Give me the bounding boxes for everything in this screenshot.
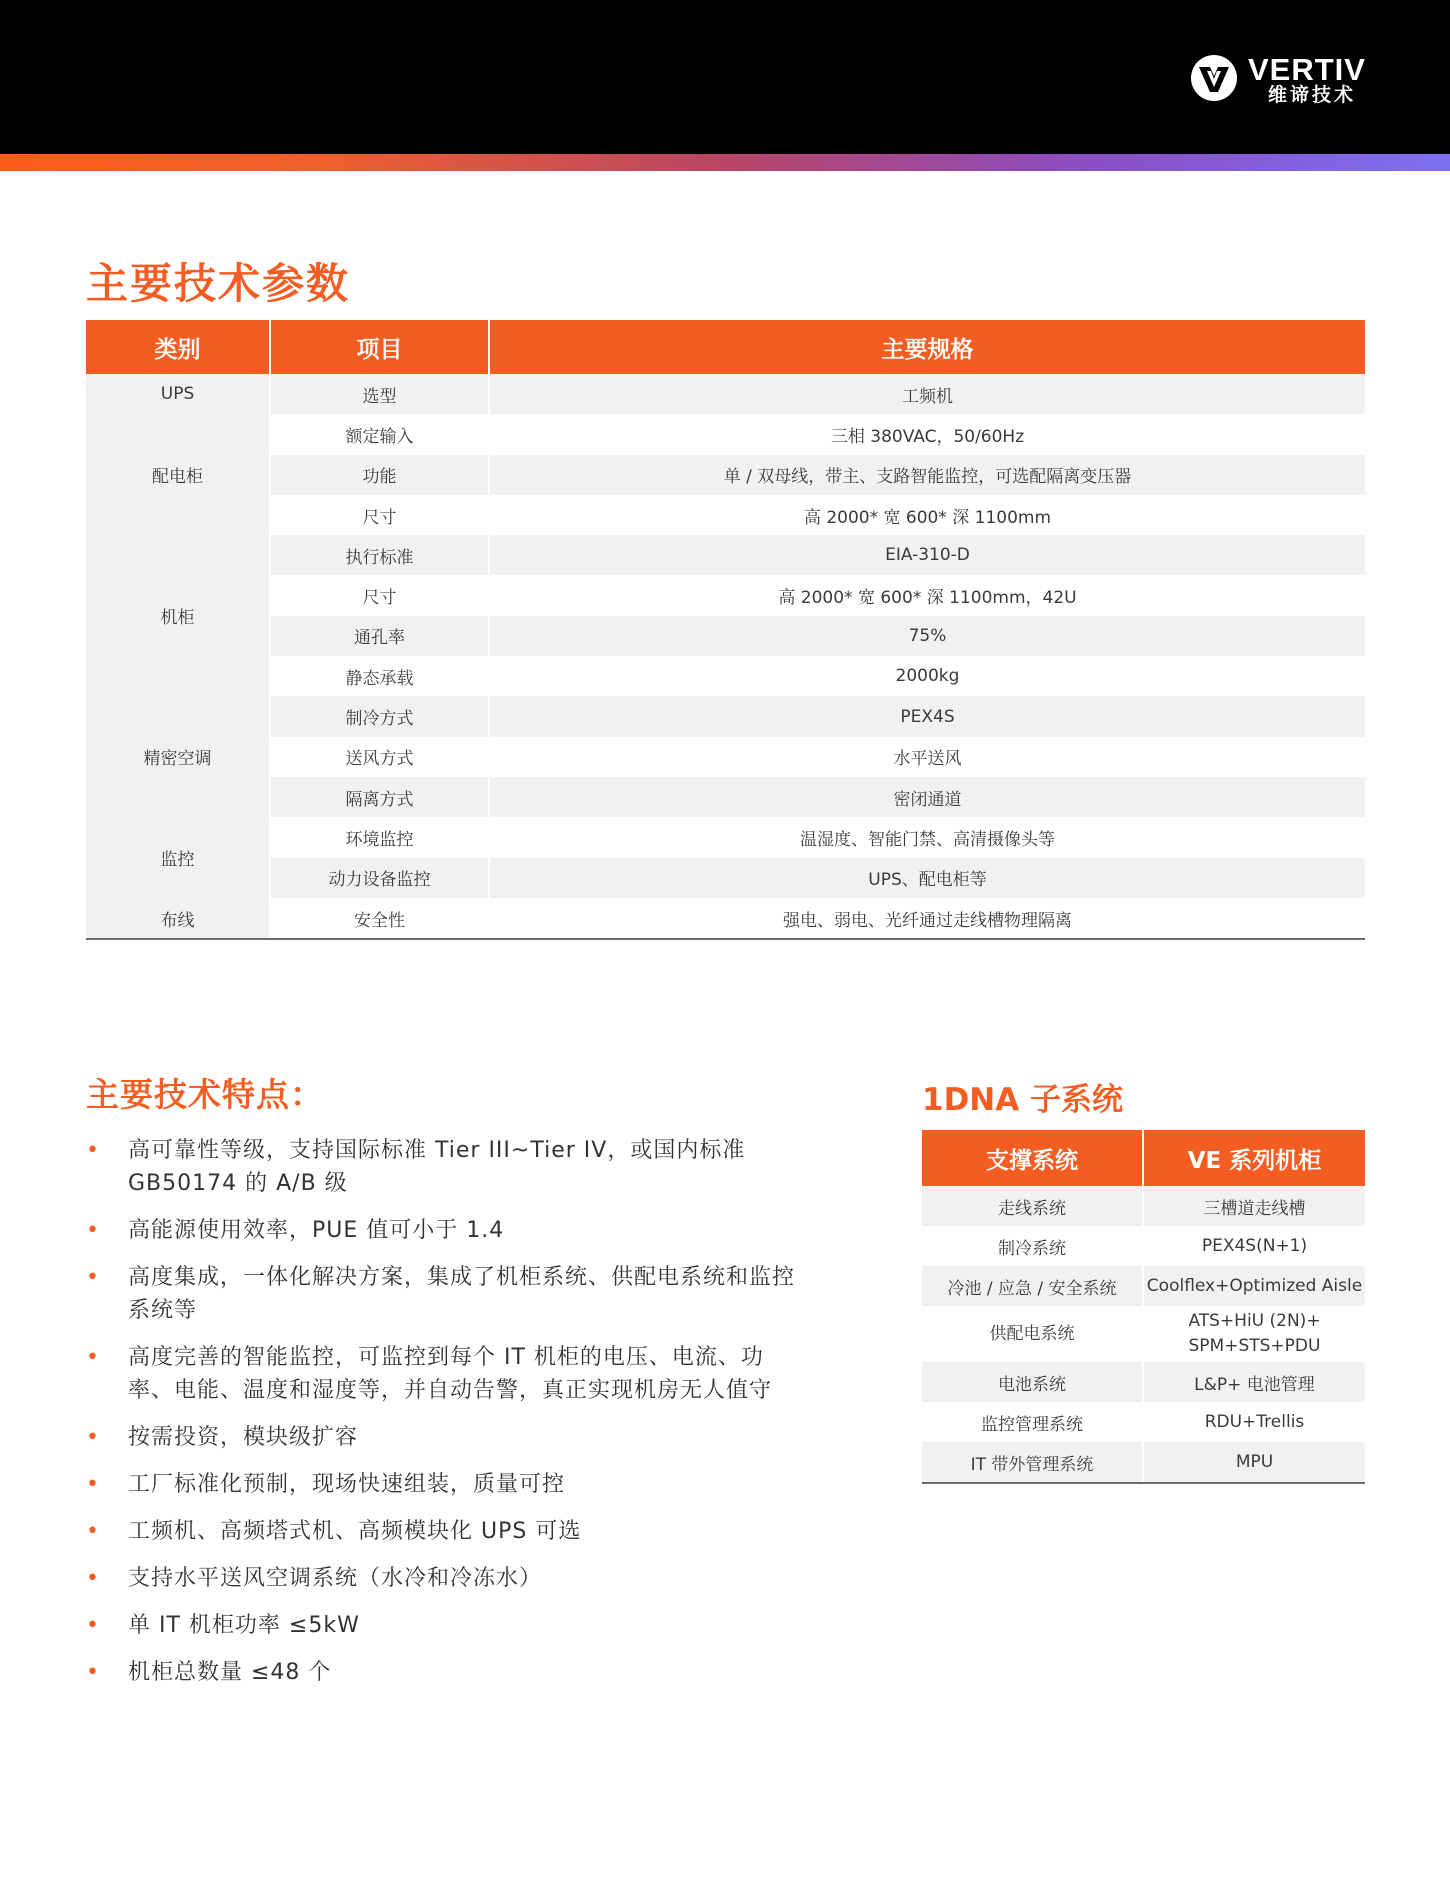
item-cell: 动力设备监控 xyxy=(270,858,489,898)
spec-cell: 温湿度、智能门禁、高清摄像头等 xyxy=(800,829,1055,850)
spec-cell: 三相 380VAC，50/60Hz xyxy=(830,426,1025,447)
system-cell: 冷池 / 应急 / 安全系统 xyxy=(922,1266,1143,1306)
table-row xyxy=(922,1266,1365,1306)
table-row xyxy=(86,616,1365,656)
value-cell: PEX4S(N+1) xyxy=(1201,1236,1308,1256)
features-section-title: 主要技术特点： xyxy=(86,1075,324,1114)
header-category: 类别 xyxy=(86,320,270,374)
item-cell: 安全性 xyxy=(270,898,489,939)
system-cell: 监控管理系统 xyxy=(922,1402,1143,1442)
list-item: • 工厂标准化预制，现场快速组装，质量可控 xyxy=(86,1468,806,1501)
list-item: • 按需投资，模块级扩容 xyxy=(86,1421,806,1454)
value-cell: ATS+HiU (2N)+ SPM+STS+PDU xyxy=(1188,1311,1321,1356)
vertiv-v-icon xyxy=(1190,54,1238,102)
header-item: 项目 xyxy=(270,320,489,374)
value-cell: Coolflex+Optimized Aisle xyxy=(1143,1266,1365,1306)
bullet-icon: • xyxy=(86,1613,100,1638)
table-row xyxy=(86,455,1365,495)
spec-table xyxy=(86,320,1365,940)
item-cell: 额定输入 xyxy=(270,414,489,454)
table-row xyxy=(86,656,1365,696)
item-cell: 隔离方式 xyxy=(270,777,489,817)
system-cell: 制冷系统 xyxy=(922,1226,1143,1266)
spec-section-title: 主要技术参数 xyxy=(86,259,351,308)
table-row xyxy=(86,737,1365,777)
header-support-system: 支撑系统 xyxy=(922,1130,1143,1186)
bullet-icon: • xyxy=(86,1660,100,1685)
category-cell: UPS xyxy=(86,374,270,414)
bullet-icon: • xyxy=(86,1345,100,1370)
header-bar xyxy=(0,0,1450,154)
system-cell: 电池系统 xyxy=(922,1362,1143,1402)
value-cell: 三槽道走线槽 xyxy=(1143,1186,1365,1226)
system-cell: IT 带外管理系统 xyxy=(922,1442,1143,1483)
item-cell: 功能 xyxy=(270,455,489,495)
bullet-icon: • xyxy=(86,1218,100,1243)
brand-name: VERTIV xyxy=(1248,52,1366,87)
spec-cell: 水平送风 xyxy=(893,749,962,770)
spec-cell: 2000kg xyxy=(895,666,960,687)
table-row xyxy=(86,777,1365,817)
item-cell: 尺寸 xyxy=(270,575,489,615)
item-cell: 执行标准 xyxy=(270,535,489,575)
bullet-icon: • xyxy=(86,1472,100,1497)
table-row xyxy=(922,1402,1365,1442)
spec-cell: 75% xyxy=(489,616,1365,656)
list-item: • 机柜总数量 ≤48 个 xyxy=(86,1656,806,1689)
item-cell: 送风方式 xyxy=(270,737,489,777)
gradient-stripe xyxy=(0,154,1450,171)
features-list xyxy=(86,1134,806,1703)
spec-cell: 单 / 双母线，带主、支路智能监控，可选配隔离变压器 xyxy=(489,455,1365,495)
category-cell: 精密空调 xyxy=(86,696,270,817)
value-cell: MPU xyxy=(1143,1442,1365,1483)
subsystem-section-title: 1DNA 子系统 xyxy=(922,1082,1124,1118)
header-ve-cabinet: VE 系列机柜 xyxy=(1143,1130,1365,1186)
list-item: • 支持水平送风空调系统（水冷和冷冻水） xyxy=(86,1562,806,1595)
list-item: • 高度完善的智能监控，可监控到每个 IT 机柜的电压、电流、功率、电能、温度和湿度等，并自动告警，真正实现机房无人值守 xyxy=(86,1341,806,1407)
spec-cell: EIA-310-D xyxy=(489,535,1365,575)
spec-cell: PEX4S xyxy=(489,696,1365,736)
table-row xyxy=(86,495,1365,535)
table-row xyxy=(86,898,1365,939)
item-cell: 选型 xyxy=(270,374,489,414)
list-item: • 高度集成，一体化解决方案，集成了机柜系统、供配电系统和监控系统等 xyxy=(86,1261,806,1327)
item-cell: 环境监控 xyxy=(270,817,489,857)
table-row xyxy=(922,1186,1365,1226)
list-item: • 高能源使用效率，PUE 值可小于 1.4 xyxy=(86,1214,806,1247)
item-cell: 制冷方式 xyxy=(270,696,489,736)
system-cell: 走线系统 xyxy=(922,1186,1143,1226)
table-row xyxy=(86,575,1365,615)
subsystem-table xyxy=(922,1130,1365,1484)
bullet-icon: • xyxy=(86,1566,100,1591)
bullet-icon: • xyxy=(86,1265,100,1290)
table-row xyxy=(86,535,1365,575)
header-spec: 主要规格 xyxy=(489,320,1365,374)
system-cell: 供配电系统 xyxy=(922,1306,1143,1362)
spec-cell: 密闭通道 xyxy=(489,777,1365,817)
category-cell: 机柜 xyxy=(86,535,270,696)
table-row xyxy=(922,1226,1365,1266)
table-row xyxy=(86,414,1365,454)
category-cell: 监控 xyxy=(86,817,270,898)
value-cell: RDU+Trellis xyxy=(1204,1412,1305,1432)
table-row xyxy=(86,858,1365,898)
list-item: • 工频机、高频塔式机、高频模块化 UPS 可选 xyxy=(86,1515,806,1548)
table-row xyxy=(86,374,1365,414)
table-row xyxy=(86,696,1365,736)
list-item: • 高可靠性等级，支持国际标准 Tier III~Tier IV，或国内标准 GB50174 的 A/B 级 xyxy=(86,1134,806,1200)
bullet-icon: • xyxy=(86,1519,100,1544)
category-cell: 配电柜 xyxy=(86,414,270,535)
item-cell: 尺寸 xyxy=(270,495,489,535)
subsystem-table-header xyxy=(922,1130,1365,1186)
table-row xyxy=(86,817,1365,857)
brand-name-cn: 维谛技术 xyxy=(1268,84,1357,106)
spec-cell: UPS、配电柜等 xyxy=(489,858,1365,898)
item-cell: 静态承载 xyxy=(270,656,489,696)
spec-table-header xyxy=(86,320,1365,374)
spec-cell: 高 2000* 宽 600* 深 1100mm，42U xyxy=(778,588,1077,609)
bullet-icon: • xyxy=(86,1425,100,1450)
category-cell: 布线 xyxy=(86,898,270,939)
value-cell: L&P+ 电池管理 xyxy=(1143,1362,1365,1402)
list-item: • 单 IT 机柜功率 ≤5kW xyxy=(86,1609,806,1642)
table-row xyxy=(922,1362,1365,1402)
bullet-icon: • xyxy=(86,1138,100,1163)
spec-cell: 高 2000* 宽 600* 深 1100mm xyxy=(803,507,1052,528)
table-row xyxy=(922,1442,1365,1483)
spec-cell: 工频机 xyxy=(489,374,1365,414)
spec-cell: 强电、弱电、光纤通过走线槽物理隔离 xyxy=(489,898,1365,939)
vertiv-logo xyxy=(1190,50,1370,110)
table-row xyxy=(922,1306,1365,1362)
item-cell: 通孔率 xyxy=(270,616,489,656)
